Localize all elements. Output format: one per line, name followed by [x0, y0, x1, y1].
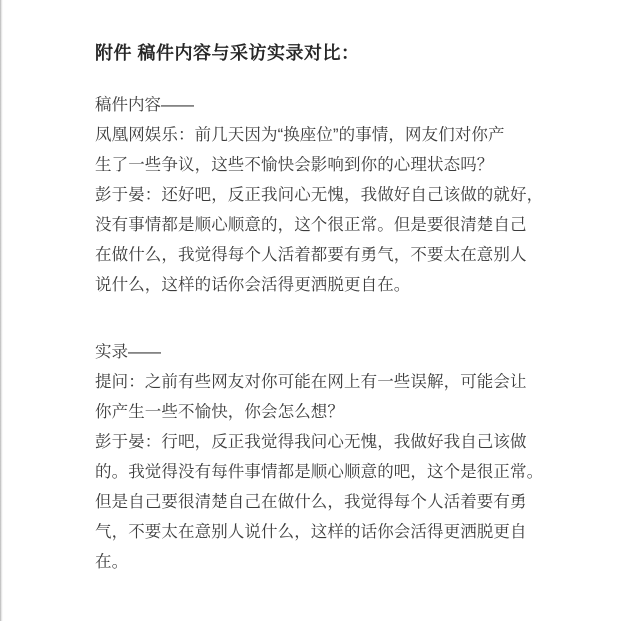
transcript-heading: 实录——	[95, 343, 161, 361]
section-manuscript	[95, 90, 570, 300]
text-line: 生了一些争议，这些不愉快会影响到你的心理状态吗？	[95, 156, 494, 174]
text-line: 气，不要太在意别人说什么，这样的话你会活得更洒脱更自	[95, 523, 527, 541]
text-line: 凤凰网娱乐：前几天因为“换座位”的事情，网友们对你产	[95, 126, 505, 144]
text-line: 彭于晏：行吧，反正我觉得我问心无愧，我做好我自己该做	[95, 433, 527, 451]
manuscript-heading: 稿件内容——	[95, 96, 194, 114]
text-line: 的。我觉得没有每件事情都是顺心顺意的吧，这个是很正常。	[95, 463, 544, 481]
text-line: 说什么，这样的话你会活得更洒脱更自在。	[95, 276, 411, 294]
section-transcript	[95, 337, 570, 577]
text-line: 没有事情都是顺心顺意的，这个很正常。但是要很清楚自己	[95, 216, 527, 234]
text-line: 但是自己要很清楚自己在做什么，我觉得每个人活着要有勇	[95, 493, 527, 511]
text-line: 你产生一些不愉快，你会怎么想？	[95, 403, 344, 421]
text-line: 彭于晏：还好吧，反正我问心无愧，我做好自己该做的就好，	[95, 186, 544, 204]
text-line: 在。	[95, 553, 129, 571]
text-line: 在做什么，我觉得每个人活着都要有勇气，不要太在意别人	[95, 246, 527, 264]
document-content	[95, 38, 570, 577]
page-left-edge	[0, 0, 3, 621]
text-line: 提问：之前有些网友对你可能在网上有一些误解，可能会让	[95, 373, 527, 391]
document-title: 附件 稿件内容与采访实录对比：	[95, 43, 360, 63]
